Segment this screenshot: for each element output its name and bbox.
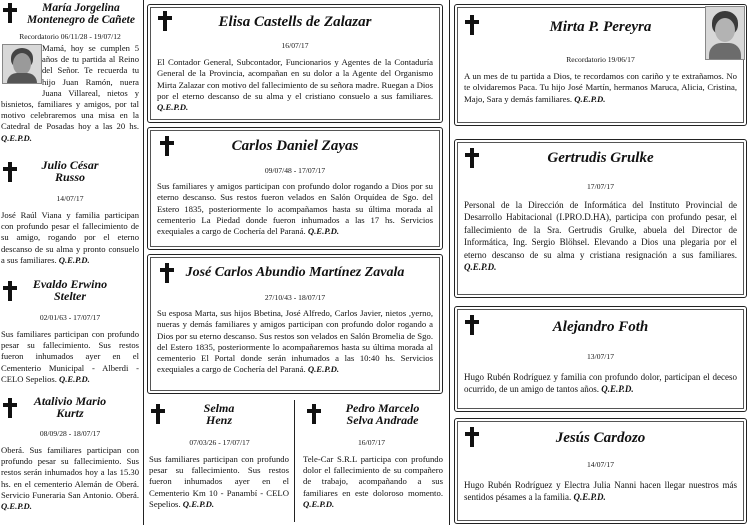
obituary-dates: 14/07/17 <box>586 460 614 469</box>
obituary-dates: 02/01/63 - 17/07/17 <box>39 313 101 322</box>
obituary-dates: Recordatorio 06/11/28 - 19/07/12 <box>19 32 121 41</box>
cross-icon <box>3 398 17 418</box>
obituary-dates: 14/07/17 <box>56 194 84 203</box>
obituary-text: Sus familiares participan con profundo pesar su fallecimiento. Sus restos fueron inhumados ayer en el Cementerio Municipal - Alberdi - CELO Sepelios. Q.E.P.D. <box>1 329 139 384</box>
obituary-name: José Carlos Abundio Martínez Zavala <box>185 265 405 280</box>
qepd-label: Q.E.P.D. <box>58 254 90 265</box>
obituary-box <box>147 127 443 250</box>
deceased-photo <box>705 6 745 60</box>
qepd-label: Q.E.P.D. <box>307 364 340 375</box>
qepd-label: Q.E.P.D. <box>464 262 497 273</box>
obituary-dates: 16/07/17 <box>281 41 309 50</box>
obituary-name: Pedro Marcelo Selva Andrade <box>345 401 420 427</box>
qepd-label: Q.E.P.D. <box>59 373 90 384</box>
obituary-text: Su esposa Marta, sus hijos Bbetina, José Alfredo, Carlos Javier, nietos ,yerno, nueras y demás familiares y amigos participan con profundo dolor rogando a Dios por su eterno descanso. Sus restos son velados en Salón Bromelia de Sgo. del Estero 1835, posteriormente lo acompañaremos hasta su última morada al cementerio El Portal donde serán inhumados a las 10:40 hs. Servicios exequiales a cargo de Cochería del Paraná. Q.E.P.D. <box>157 308 433 375</box>
cross-icon <box>151 404 165 424</box>
obituary-dates: 08/09/28 - 18/07/17 <box>39 429 101 438</box>
obituary-text: A un mes de tu partida a Dios, te recordamos con cariño y te extrañamos. No te olvidaremos Paca. Tu hijo José Martín, hermanos Maruca, Alicia, Cristina, Majo, Sara y demás familiares. Q.E.P.D. <box>464 71 737 104</box>
obituary-text: Oberá. Sus familiares participan con profundo pesar su fallecimiento. Sus restos serán inhumados hoy a las 15.30 hs. en el cementerio Alemán de Oberá. Servicio Funeraria San Antonio. Oberá. Q.E.P.D. <box>1 445 139 512</box>
obituary-name: Carlos Daniel Zayas <box>231 138 359 154</box>
qepd-label: Q.E.P.D. <box>574 93 606 104</box>
qepd-label: Q.E.P.D. <box>573 492 606 503</box>
obituary-text: Sus familiares participan con profundo pesar su fallecimiento. Sus restos fueron inhumados ayer en el Cementerio Km 10 - Panambí - CELO Sepelios. Q.E.P.D. <box>149 454 289 509</box>
qepd-label: Q.E.P.D. <box>1 501 32 512</box>
qepd-label: Q.E.P.D. <box>601 384 634 395</box>
obituary-dates: 16/07/17 <box>357 438 385 447</box>
qepd-label: Q.E.P.D. <box>307 226 340 237</box>
cross-icon <box>3 162 17 182</box>
obituary-box <box>454 4 747 126</box>
obituary-dates: 27/10/43 - 18/07/17 <box>264 293 326 302</box>
obituary-name: Mirta P. Pereyra <box>549 19 652 35</box>
column-divider <box>449 0 450 525</box>
obituary-text: Personal de la Dirección de Informática del Instituto Provincial de Desarrollo Habitacional (I.PRO.D.HA), participa con profundo pesar, el fallecimiento de la Sra. Gertrudis Grulke, abuela del Director de Informática, Ing. Sergio Blöhsel. Elevando a Dios una plegaria por el eterno descanso de su alma y cristiana resignación a sus familiares. Q.E.P.D. <box>464 200 737 273</box>
obituary-name: Alejandro Foth <box>552 319 649 335</box>
obituary-box <box>454 418 747 524</box>
qepd-label: Q.E.P.D. <box>182 498 215 509</box>
cross-icon <box>3 3 17 23</box>
obituary-text: Hugo Rubén Rodríguez y familia con profundo dolor, participan el deceso ocurrido, de un amigo de tantos años. Q.E.P.D. <box>464 372 737 395</box>
obituary-dates: 07/03/26 - 17/07/17 <box>189 438 250 447</box>
obituary-text: Tele-Car S.R.L participa con profundo dolor el fallecimiento de su compañero de trabajo, acompañando a sus familiares en este doloroso momento. Q.E.P.D. <box>303 454 443 509</box>
obituary-box <box>147 254 443 394</box>
qepd-label: Q.E.P.D. <box>303 498 335 509</box>
obituary-box <box>147 4 443 123</box>
obituary-name: Julio César Russo <box>41 158 99 184</box>
column-divider <box>143 0 144 525</box>
obituary-name: Evaldo Erwino Stelter <box>32 277 108 303</box>
obituary-name: Jesús Cardozo <box>555 430 646 446</box>
obituary-name: Gertrudis Grulke <box>547 150 654 166</box>
cross-icon <box>307 404 321 424</box>
qepd-label: Q.E.P.D. <box>157 102 189 113</box>
obituary-name: María Jorgelina Montenegro de Cañete <box>27 2 135 26</box>
obituary-name: Selma Henz <box>203 401 235 427</box>
obituary-dates: Recordatorio 19/06/17 <box>566 55 635 64</box>
obituary-text: Sus familiares y amigos participan con profundo dolor rogando a Dios por su eterno descanso. Sus restos fueron velados en Salón Orquídea de Sgo. del Estero 1835, posteriormente lo acompañamos hasta su última morada al cementerio La Piedad donde fueron inhumados a las 17 hs. Servicios exequiales a cargo de Cochería del Paraná. Q.E.P.D. <box>157 181 433 237</box>
obituary-text-wrap: Mamá, hoy se cumplen 5 años de tu partida al Reino del Señor. Te recuerda tu hijo Juan Ramón, nuera Juana Villareal, nietos y bisnietos, familiares y amigos, por tal motivo celebraremos una misa en la Catedral de Posadas hoy a las 20 hs. Q.E.P.D. <box>1 43 139 143</box>
obituary-box <box>454 139 747 298</box>
obituary-box <box>454 306 747 412</box>
obituary-dates: 09/07/48 - 17/07/17 <box>264 166 326 175</box>
obituary-text: Hugo Rubén Rodríguez y Electra Julia Nanni hacen llegar nuestros más sentidos pésames a la familia. Q.E.P.D. <box>464 480 737 503</box>
obituary-text: José Raúl Viana y familia participan con profundo pesar el fallecimiento de su amigo, rogando por el eterno descanso de su alma y pronto consuelo a sus familiares. Q.E.P.D. <box>1 210 139 265</box>
obituary-dates: 17/07/17 <box>586 182 614 191</box>
obituary-text: El Contador General, Subcontador, Funcionarios y Agentes de la Contaduría General de la Provincia, acompañan en su dolor a la Agente del Organismo Mirta Zalazar con motivo del fallecimiento de su señora madre. Ruegan a Dios por el eterno descanso de su alma y el cristiano consuelo a sus familiares. Q.E.P.D. <box>157 57 433 113</box>
cross-icon <box>3 281 17 301</box>
obituary-name: Elisa Castells de Zalazar <box>218 14 372 30</box>
qepd-label: Q.E.P.D. <box>1 132 32 143</box>
divider <box>294 400 295 522</box>
obituary-name: Atalivio Mario Kurtz <box>33 394 107 420</box>
obituary-dates: 13/07/17 <box>586 352 614 361</box>
